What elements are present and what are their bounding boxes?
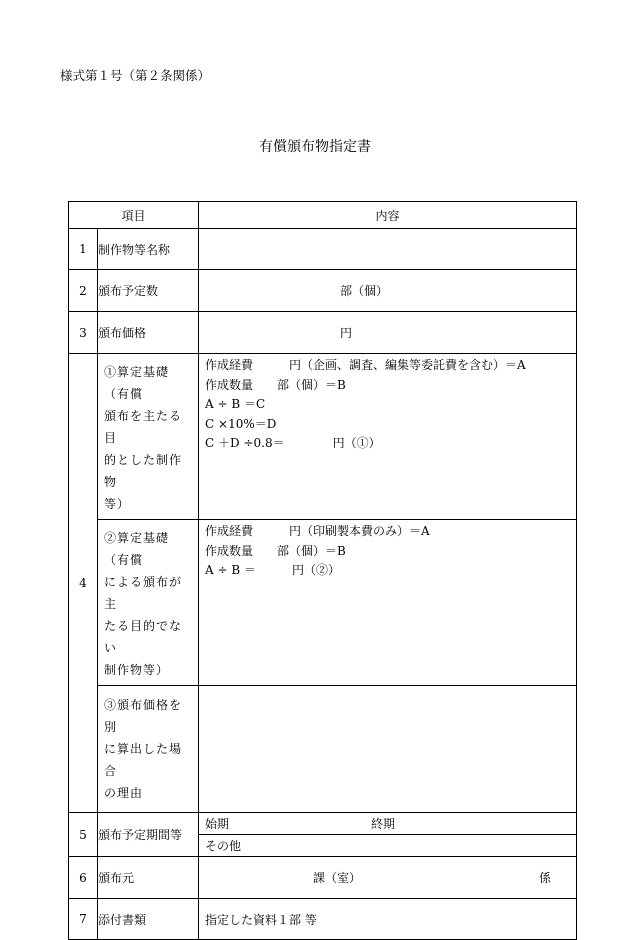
row-name <box>69 229 577 270</box>
distributor-field[interactable] <box>199 857 577 899</box>
row-basis-3 <box>69 686 577 813</box>
label-line: 等） <box>104 497 131 511</box>
formula-line: 作成数量 部（個）＝B <box>205 377 346 392</box>
basis-1-label <box>98 354 199 520</box>
formula-line: A ÷ B ＝ 円（②） <box>205 563 340 577</box>
row-label: 頒布元 <box>98 857 199 899</box>
basis-2-label <box>98 520 199 686</box>
row-label: 制作物等名称 <box>98 229 199 270</box>
row-basis-1 <box>69 354 577 520</box>
row-label: 添付書類 <box>98 899 199 940</box>
row-price <box>69 312 577 354</box>
row-number: 4 <box>69 354 98 813</box>
form-number: 様式第１号（第２条関係） <box>60 68 211 83</box>
row-label: 頒布価格 <box>98 312 199 354</box>
section-label: 課（室） <box>313 871 362 885</box>
row-number: 1 <box>69 229 98 270</box>
row-number: 3 <box>69 312 98 354</box>
row-label: 頒布予定期間等 <box>98 813 199 857</box>
quantity-field[interactable]: 部（個） <box>199 270 577 312</box>
label-line: に算出した場合 <box>104 742 183 778</box>
row-number: 2 <box>69 270 98 312</box>
designation-table <box>68 201 577 940</box>
row-number: 6 <box>69 857 98 899</box>
formula-line: A ÷ B ＝C <box>205 397 266 411</box>
header-row <box>69 202 577 229</box>
formula-line: 作成数量 部（個）＝B <box>205 543 346 558</box>
basis-1-content[interactable] <box>199 354 577 520</box>
period-start-label: 始期 <box>205 817 230 831</box>
label-line: 制作物等） <box>104 663 170 677</box>
formula-line: 作成経費 円（企画、調査、編集等委託費を含む）＝A <box>205 358 526 372</box>
label-line: 頒布を主たる目 <box>104 409 183 445</box>
label-line: による頒布が主 <box>104 575 183 611</box>
formula-line: C ＋D ÷0.8＝ 円（①） <box>205 436 381 450</box>
label-line: ②算定基礎（有償 <box>104 531 170 567</box>
label-line: 的とした制作物 <box>104 453 183 489</box>
period-other-field[interactable]: その他 <box>199 835 577 857</box>
row-period-start <box>69 813 577 835</box>
row-basis-2 <box>69 520 577 686</box>
basis-3-reason-field[interactable] <box>199 686 577 813</box>
basis-2-content[interactable] <box>199 520 577 686</box>
row-distributor <box>69 857 577 899</box>
period-end-label: 終期 <box>371 817 396 831</box>
name-field[interactable] <box>199 229 577 270</box>
row-number: 7 <box>69 899 98 940</box>
label-line: たる目的でない <box>104 619 183 655</box>
row-attachments <box>69 899 577 940</box>
formula-line: C ×10%＝D <box>205 416 277 431</box>
header-item: 項目 <box>69 202 199 229</box>
row-quantity <box>69 270 577 312</box>
header-content: 内容 <box>199 202 577 229</box>
period-field[interactable] <box>199 813 577 835</box>
formula-line: 作成経費 円（印刷製本費のみ）＝A <box>205 524 430 538</box>
price-field[interactable]: 円 <box>199 312 577 354</box>
document-title: 有償頒布物指定書 <box>259 139 371 155</box>
attachments-field[interactable]: 指定した資料１部 等 <box>199 899 577 940</box>
row-label: 頒布予定数 <box>98 270 199 312</box>
basis-3-label <box>98 686 199 813</box>
row-number: 5 <box>69 813 98 857</box>
label-line: ①算定基礎（有償 <box>104 365 170 401</box>
label-line: の理由 <box>104 786 144 800</box>
staff-label: 係 <box>539 871 552 885</box>
label-line: ③頒布価格を別 <box>104 698 183 734</box>
